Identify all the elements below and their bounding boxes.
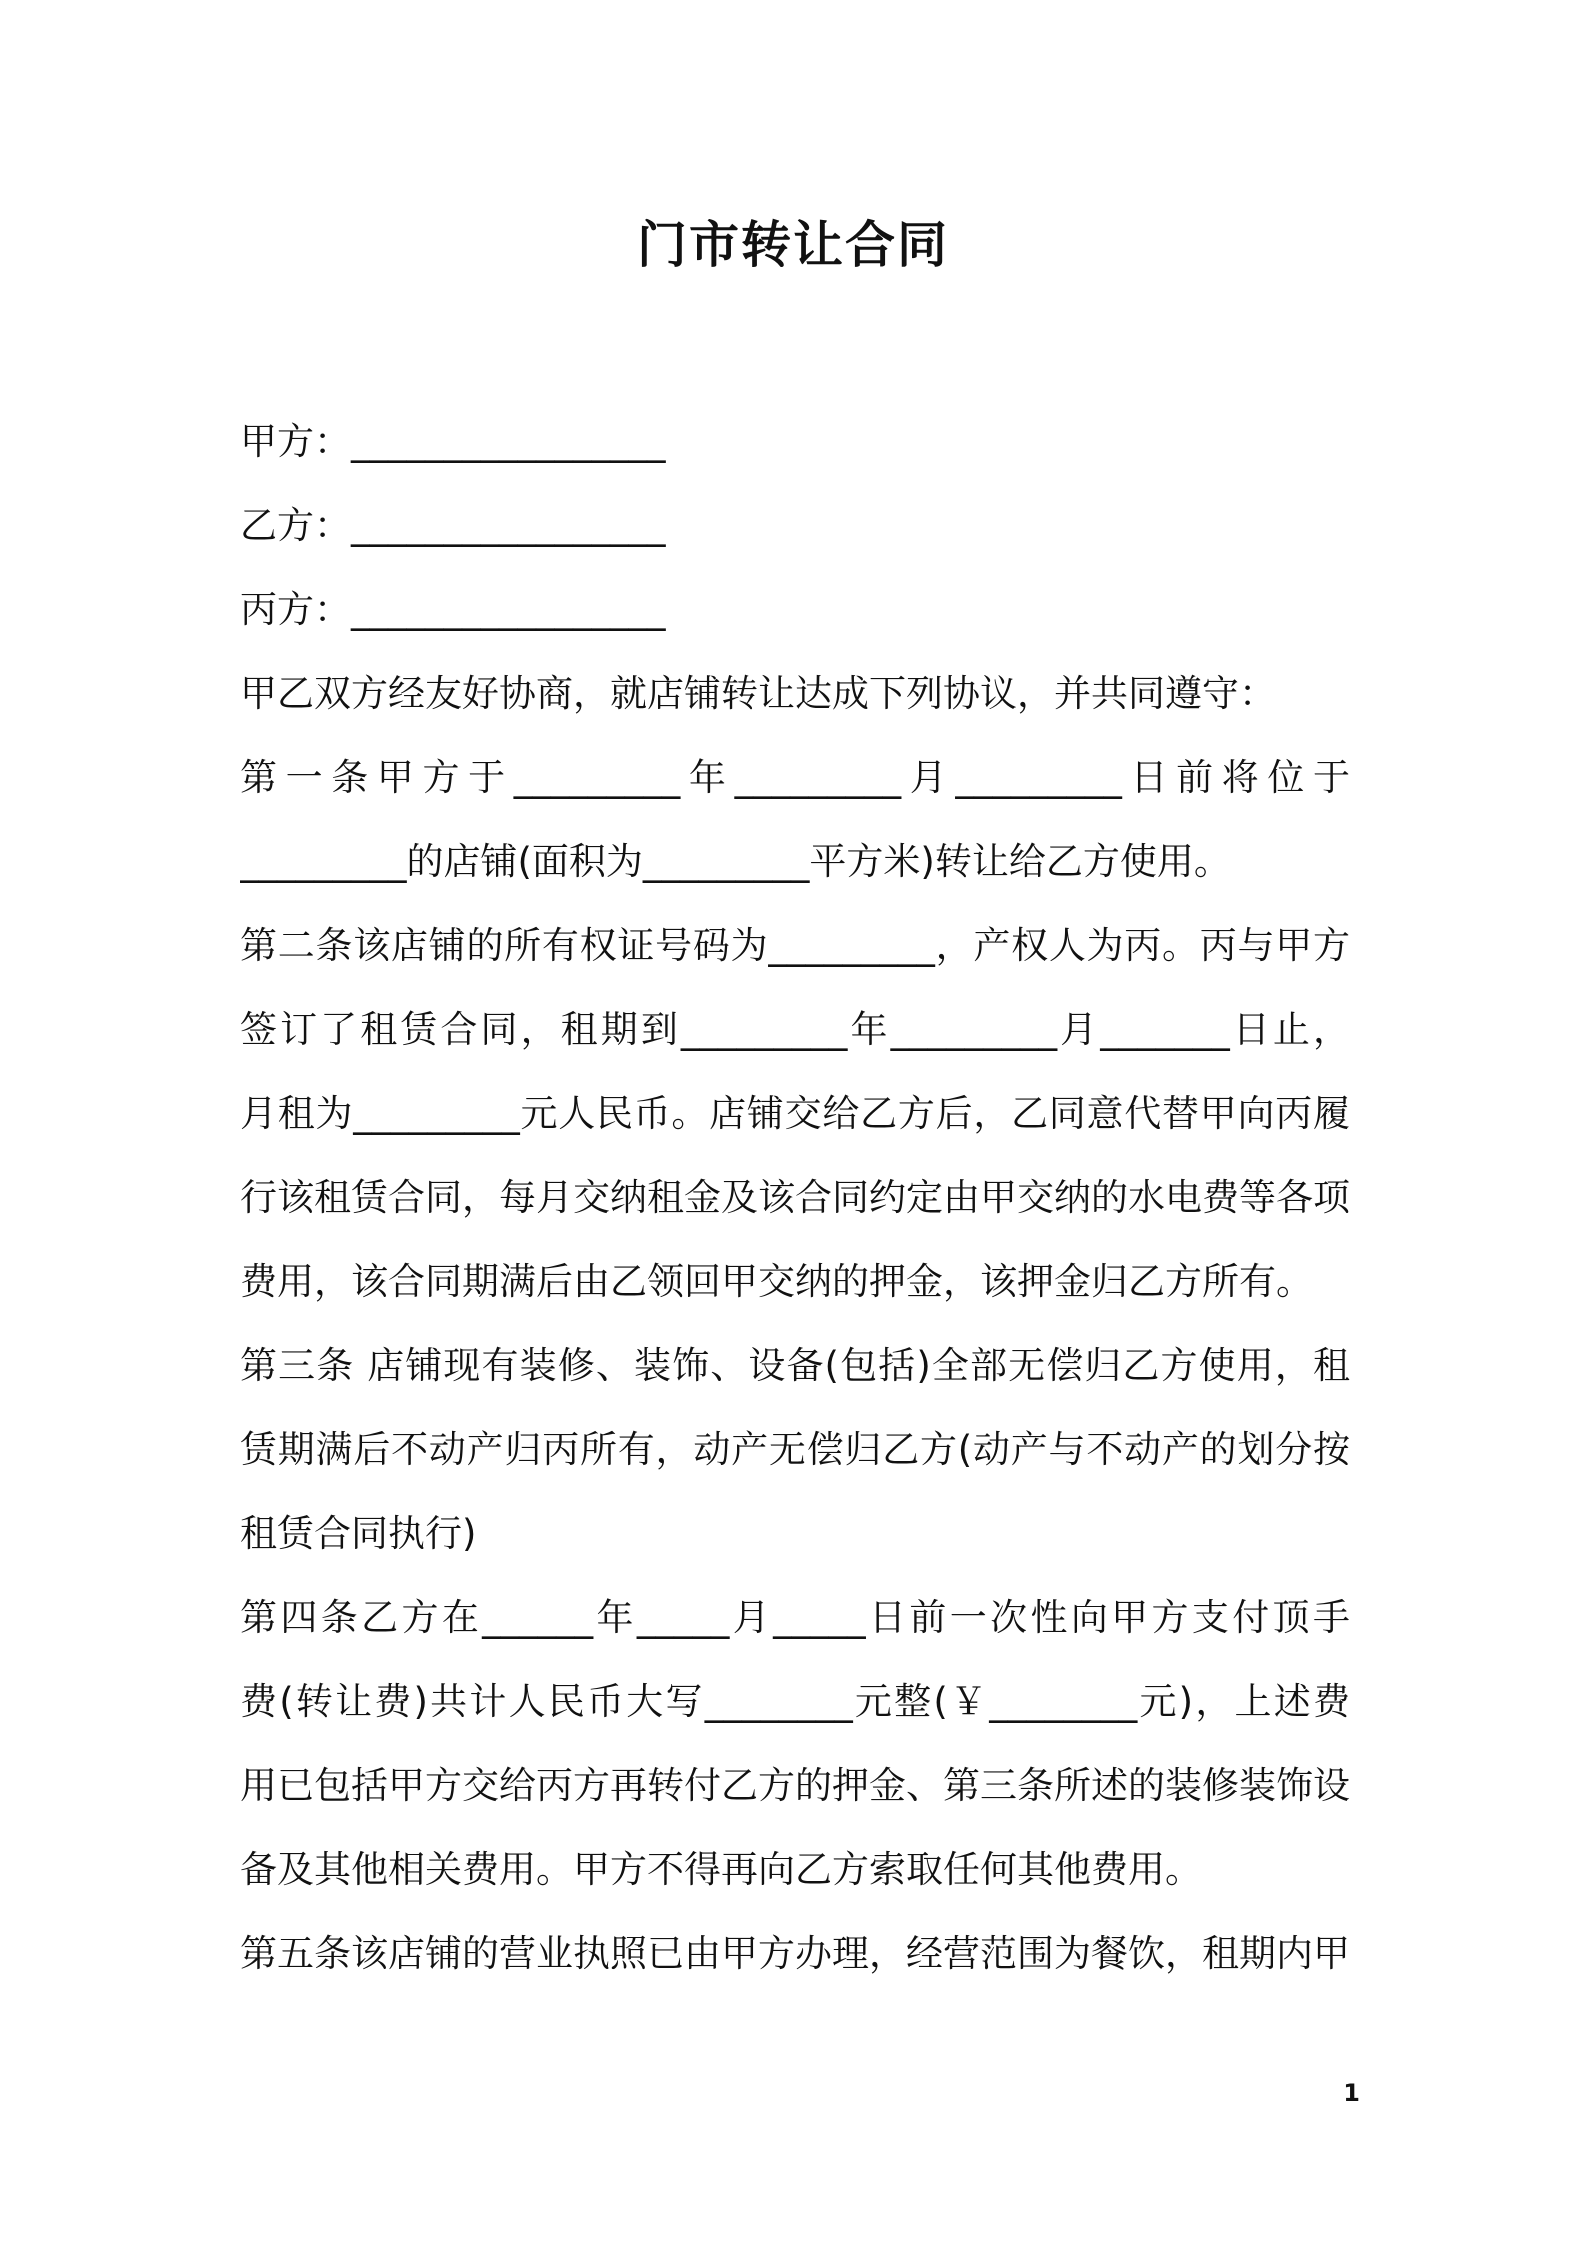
text-line: 第三条 店铺现有装修、装饰、设备(包括)全部无偿归乙方使用，租 <box>240 1344 1350 1387</box>
document-body <box>240 400 1350 1996</box>
text-line: 费用，该合同期满后由乙领回甲交纳的押金，该押金归乙方所有。 <box>240 1260 1313 1303</box>
text-line: 赁期满后不动产归丙所有，动产无偿归乙方(动产与不动产的划分按 <box>240 1428 1350 1471</box>
text-line: 用已包括甲方交给丙方再转付乙方的押金、第三条所述的装修装饰设 <box>240 1764 1350 1807</box>
text-line: _________的店铺(面积为_________平方米)转让给乙方使用。 <box>240 840 1231 883</box>
text-line: 备及其他相关费用。甲方不得再向乙方索取任何其他费用。 <box>240 1848 1202 1891</box>
text-line: 月租为_________元人民币。店铺交给乙方后，乙同意代替甲向丙履 <box>240 1092 1350 1135</box>
text-line: 第二条该店铺的所有权证号码为_________，产权人为丙。丙与甲方 <box>240 924 1350 967</box>
text-line: 丙方：_________________ <box>240 588 666 631</box>
text-line: 乙方：_________________ <box>240 504 666 547</box>
text-line: 行该租赁合同，每月交纳租金及该合同约定由甲交纳的水电费等各项 <box>240 1176 1350 1219</box>
text-line: 第五条该店铺的营业执照已由甲方办理，经营范围为餐饮，租期内甲 <box>240 1932 1350 1975</box>
text-line: 甲方：_________________ <box>240 420 666 463</box>
text-line: 签订了租赁合同，租期到_________年_________月_______日止， <box>240 1008 1350 1051</box>
text-line: 费(转让费)共计人民币大写________元整(￥________元)，上述费 <box>240 1680 1350 1723</box>
text-line: 租赁合同执行) <box>240 1512 477 1555</box>
text-line: 第四条乙方在______年_____月_____日前一次性向甲方支付顶手 <box>240 1596 1350 1639</box>
text-line: 甲乙双方经友好协商，就店铺转让达成下列协议，并共同遵守： <box>240 672 1276 715</box>
text-line: 第一条甲方于_________年_________月_________日前将位于 <box>240 756 1350 799</box>
document-title: 门市转让合同 <box>637 216 949 274</box>
page-number: 1 <box>1343 2079 1360 2107</box>
